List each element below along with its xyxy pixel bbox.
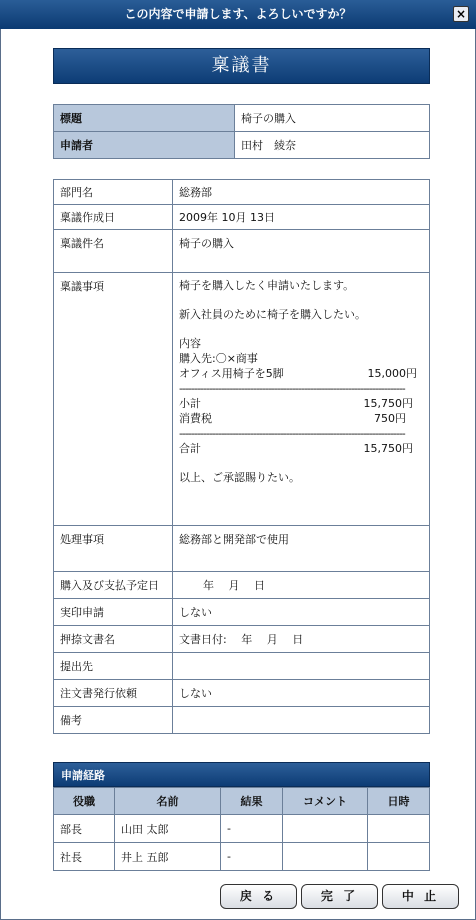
route-role: 部長 [54, 815, 115, 843]
stamp-value: 文書日付: 年 月 日 [173, 626, 430, 653]
route-role: 社長 [54, 843, 115, 871]
route-name: 井上 五郎 [115, 843, 221, 871]
table-row [54, 132, 430, 159]
item-label: オフィス用椅子を5脚 [179, 367, 284, 380]
subject-title-value: 椅子の購入 [235, 105, 430, 132]
total-label: 合計 [179, 442, 201, 455]
tax-line [179, 411, 423, 426]
submit-value [173, 653, 430, 680]
done-button[interactable]: 完 了 [301, 884, 378, 909]
subtotal-amount: 15,750円 [363, 397, 413, 410]
matter-item-line [179, 366, 423, 381]
order-label: 注文書発行依頼 [54, 680, 173, 707]
dialog-titlebar [0, 0, 476, 29]
table-row [54, 273, 430, 526]
dept-value: 総務部 [173, 180, 430, 205]
stamp-label: 押捺文書名 [54, 626, 173, 653]
table-row [54, 526, 430, 572]
seal-label: 実印申請 [54, 599, 173, 626]
seal-value: しない [173, 599, 430, 626]
divider: ---------------------------------------------------------------------------- [179, 382, 405, 395]
subject-title-label: 標題 [54, 105, 235, 132]
route-comment [283, 843, 368, 871]
table-row [54, 599, 430, 626]
applicant-value: 田村 綾奈 [235, 132, 430, 159]
table-row [54, 205, 430, 230]
col-datetime: 日時 [368, 788, 430, 815]
close-icon[interactable]: × [453, 6, 469, 22]
matter-closing: 以上、ご承認賜りたい。 [179, 471, 300, 484]
table-row [54, 626, 430, 653]
matter-line: 新入社員のために椅子を購入したい。 [179, 308, 366, 321]
dept-label: 部門名 [54, 180, 173, 205]
divider: ---------------------------------------------------------------------------- [179, 427, 405, 440]
back-button[interactable]: 戻 る [220, 884, 297, 909]
route-result: - [221, 843, 283, 871]
subject-value: 椅子の購入 [173, 230, 430, 273]
subtotal-label: 小計 [179, 397, 201, 410]
remarks-label: 備考 [54, 707, 173, 734]
form-title: 稟議書 [53, 48, 430, 84]
subject-label: 稟議件名 [54, 230, 173, 273]
tax-label: 消費税 [179, 412, 212, 425]
payment-label: 購入及び支払予定日 [54, 572, 173, 599]
applicant-label: 申請者 [54, 132, 235, 159]
date-label: 稟議作成日 [54, 205, 173, 230]
matter-value [173, 273, 430, 526]
process-label: 処理事項 [54, 526, 173, 572]
route-table [53, 787, 430, 871]
matter-line: 内容 [179, 337, 201, 350]
table-row [54, 572, 430, 599]
table-row [54, 105, 430, 132]
summary-table [53, 104, 430, 159]
table-header-row [54, 788, 430, 815]
table-row [54, 843, 430, 871]
col-result: 結果 [221, 788, 283, 815]
col-name: 名前 [115, 788, 221, 815]
route-result: - [221, 815, 283, 843]
table-row [54, 707, 430, 734]
process-value: 総務部と開発部で使用 [173, 526, 430, 572]
route-name: 山田 太郎 [115, 815, 221, 843]
date-value: 2009年 10月 13日 [173, 205, 430, 230]
dialog-title: この内容で申請します、よろしいですか？ [124, 7, 352, 21]
total-amount: 15,750円 [363, 442, 413, 455]
table-row [54, 815, 430, 843]
route-comment [283, 815, 368, 843]
col-comment: コメント [283, 788, 368, 815]
tax-amount: 750円 [374, 412, 406, 425]
route-datetime [368, 815, 430, 843]
table-row [54, 180, 430, 205]
total-line [179, 441, 423, 456]
route-title: 申請経路 [53, 762, 430, 787]
matter-label: 稟議事項 [54, 273, 173, 526]
matter-line: 椅子を購入したく申請いたします。 [179, 279, 355, 292]
item-amount: 15,000円 [367, 367, 417, 380]
remarks-value [173, 707, 430, 734]
table-row [54, 680, 430, 707]
route-datetime [368, 843, 430, 871]
submit-label: 提出先 [54, 653, 173, 680]
payment-value: 年 月 日 [173, 572, 430, 599]
matter-line: 購入先:〇×商事 [179, 352, 258, 365]
col-role: 役職 [54, 788, 115, 815]
table-row [54, 653, 430, 680]
details-table [53, 179, 430, 734]
subtotal-line [179, 396, 423, 411]
cancel-button[interactable]: 中 止 [382, 884, 459, 909]
order-value: しない [173, 680, 430, 707]
table-row [54, 230, 430, 273]
